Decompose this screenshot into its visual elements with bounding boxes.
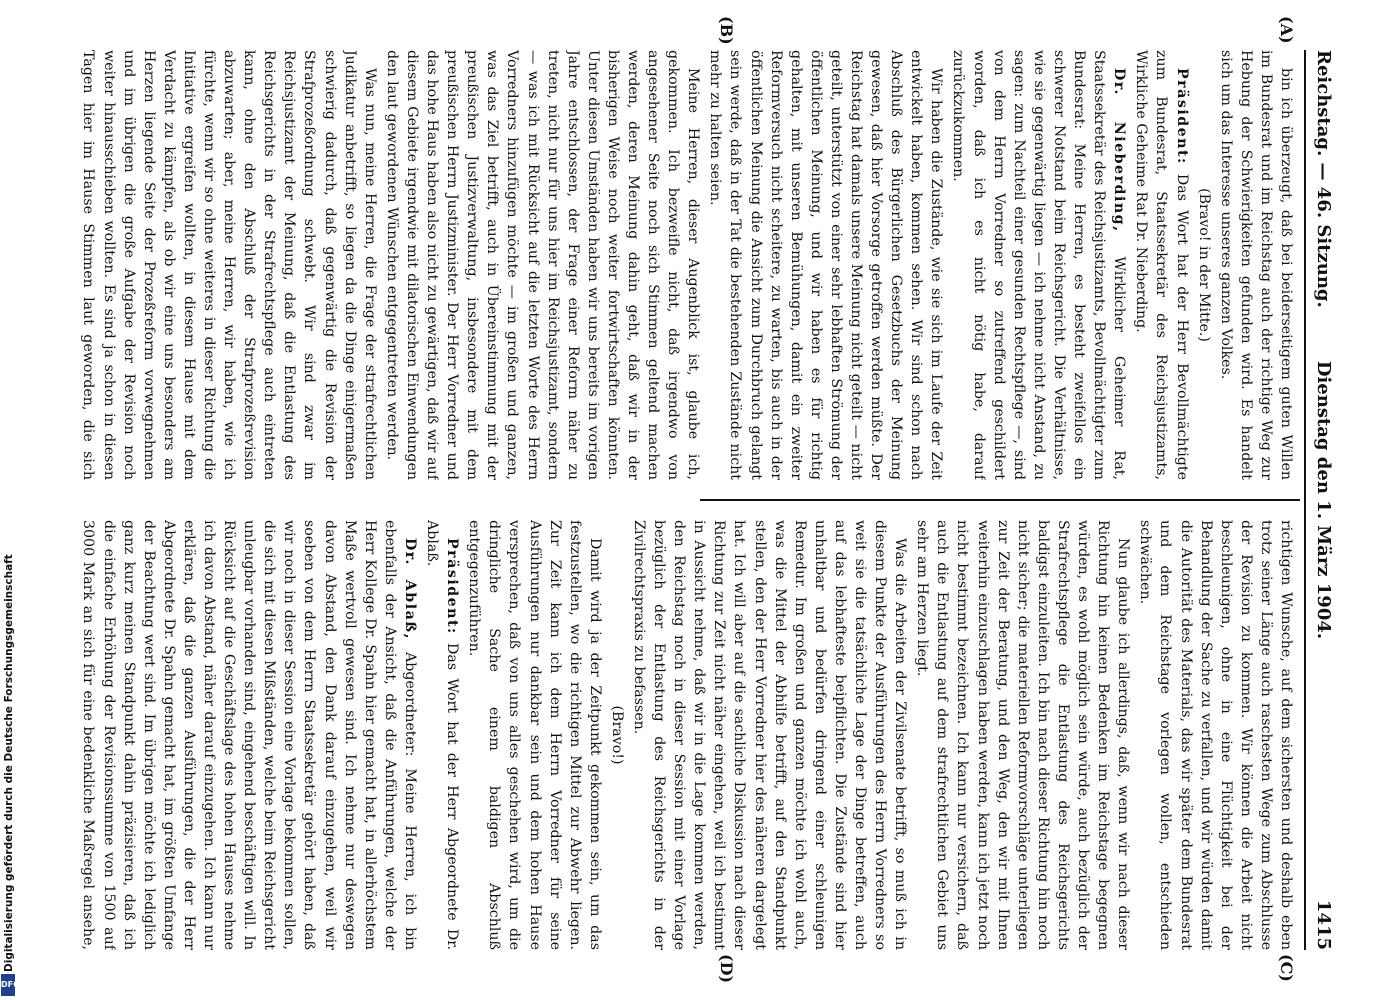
margin-mark-c: (C) — [1277, 954, 1296, 982]
credit-text: Digitalisierung gefördert durch die Deutsche Forschungsgemeinschaft — [3, 554, 15, 972]
paragraph: Meine Herren, dieser Augenblick ist, glaube ich, gekommen. Ich bezweifle nicht, daß irgendwo von angesehener Seite noch sich Stimmen geltend machen werden, deren Meinung dahin geht, daß wir in der bisherigen Weise noch weiter fortwirtschaften könnten. Unter diesen Umständen haben wir uns bereits im vorigen Jahre entschlossen, der Frage einer Reform näher zu treten, nicht nur für uns hier im Reichsjustizamt, sondern — was ich mit Rücksicht auf die letzten Worte des Herrn Vorredners hinzufügen möchte — im großen und ganzen, was das Ziel betrifft, auch in Übereinstimmung mit der preußischen Justizverwaltung, insbesondere mit dem preußischen Herrn Justizminister. Der Herr Vorredner und das hohe Haus haben also nicht zu gewärtigen, daß wir auf diesem Gebiete irgendwie mit dilatorischen Einwendungen den laut gewordenen Wünschen entgegentreten werden. — [383, 50, 702, 480]
left-column — [76, 50, 1296, 480]
speech-text: Das Wort hat der Herr Abgeordnete Dr. Ablaß. — [424, 520, 461, 950]
speech-paragraph — [948, 50, 1129, 480]
speech-text: Wirklicher Geheimer Rat, Staatssekretär des Reichsjustizamts, Bevollmächtigter zum Bundesrat: Meine Herren, es besteht zweifellos ein schwerer Notstand beim Reichsgericht. Die Verhältnisse, wie sie gegenwärtig liegen — ich nehme nicht Anstand, zu sagen: zum Nachteil einer gesunden Rechtspflege —, sind von dem Herrn Vorredner so zutreffend geschildert worden, daß ich es nicht nötig habe, darauf zurückzukommen. — [950, 50, 1128, 480]
page-number: 1415 — [1313, 899, 1334, 950]
header-sitting: Reichstag. — 46. Sitzung. — [1313, 50, 1334, 308]
header-date: Dienstag den 1. März 1904. — [1313, 360, 1334, 640]
speaker-name: Präsident: — [444, 538, 461, 635]
digitization-credit — [1, 554, 20, 998]
speaker-name: Dr. Ablaß, — [401, 538, 418, 641]
paragraph: richtigen Wunsche, auf dem sichersten und deshalb eben trotz seiner Länge auch raschesten Wege zum Abschlusse der Revision zu kommen. Wir können die Arbeit nicht beschleunigen, ohne in eine Flüchtigkeit bei der Behandlung der Sache zu verfallen, und wir würden damit die Autorität des Materials, das wir später dem Bundesrat und dem Reichstage vorlegen wollen, entschieden schwächen. — [1137, 520, 1294, 950]
applause-note: (Bravo! in der Mitte.) — [1195, 188, 1212, 342]
running-header — [1304, 50, 1336, 950]
right-column — [76, 520, 1296, 950]
speaker-name: Präsident: — [1173, 68, 1190, 165]
document-page — [71, 16, 1336, 984]
paragraph: Was nun, meine Herren, die Frage der strafrechtlichen Judikatur anbetrifft, so liegen da die Dinge einigermaßen schwierig dadurch, daß gegenwärtig die Revision der Strafprozeßordnung schwebt. Wir sind zwar im Reichsjustizamt der Meinung, daß die Entlastung des Reichsgerichts in der Strafrechtspflege auch eintreten kann, ohne den Abschluß der Strafprozeßrevision abzuwarten; aber, meine Herren, wir haben, wie ich fürchte, wenn wir so ohne weiteres in dieser Richtung die Initiative ergreifen wollten, in diesem Hause mit dem Verdacht zu kämpfen, als ob wir eine uns besonders am Herzen liegende Seite der Prozeßreform vorwegnehmen und im übrigen die große Aufgabe der Revision noch weiter hinausschieben wollten. Es sind ja schon in diesen Tagen hier im Hause Stimmen laut geworden, die sich — [80, 50, 378, 480]
paragraph: Wir haben die Zustände, wie sie sich im Laufe der Zeit entwickelt haben, kommen sehen. Wir sind schon nach Abschluß des Bürgerlichen Gesetzbuchs der Meinung gewesen, daß hier Vorsorge getroffen werden müßte. Der Reichstag hat damals unsere Meinung nicht geteilt — nicht geteilt, unterstützt von einer sehr lebhaften Strömung der öffentlichen Meinung, und wir haben es für richtig gehalten, mit unseren Bemühungen, damit ein zweiter Reformversuch nicht scheitere, zu warten, bis auch in der öffentlichen Meinung die Ansicht zum Durchbruch gelangt sein werde, daß in der Tat die bestehenden Zustände nicht mehr zu halten seien. — [707, 50, 945, 480]
paragraph: Was die Arbeiten der Zivilsenate betrifft, so muß ich in diesem Punkte der Ausführungen des Herrn Vorredners so weit sie die tatsächliche Lage der Dinge betreffen, auch auf das lebhafteste beipflichten. Die Zustände sind hier unhaltbar und bedürfen dringend einer schleunigen Remedur. Im großen und ganzen möchte ich wohl auch, was die Mittel der Abhilfe betrifft, auf den Standpunkt stellen, den der Herr Vorredner hier des näheren dargelegt hat. Ich will aber auf die sachliche Diskussion nach dieser Richtung zur Zeit nicht näher eingehen, weil ich bestimmt in Aussicht nehme, daß wir in die Lage kommen werden, den Reichstag noch in dieser Session mit einer Vorlage bezüglich der Entlastung des Reichsgerichts in der Zivilrechtspraxis zu befassen. — [631, 520, 909, 950]
speech-text: Das Wort hat der Herr Bevollmächtigte zum Bundesrat, Staatssekretär des Reichsjustizamts, Wirkliche Geheime Rat Dr. Nieberding. — [1133, 50, 1190, 480]
margin-mark-a: (A) — [1277, 16, 1296, 44]
column-divider — [700, 499, 1300, 501]
margin-mark-b: (B) — [717, 16, 736, 45]
applause-note: (Bravo!) — [608, 705, 625, 765]
paragraph: bin ich überzeugt, daß bei beiderseitigem guten Willen im Bundesrat und im Reichstag auch der richtige Weg zur Hebung der Schwierigkeiten gefunden wird. Es handelt sich um das Interesse unseres ganzen Volkes. — [1217, 50, 1294, 480]
speaker-name: Dr. Nieberding, — [1111, 68, 1128, 233]
paragraph: Nun glaube ich allerdings, daß, wenn wir nach dieser Richtung hin keinen Bedenken im Reichstage begegnen würden, es wohl möglich sein würde, auch bezüglich der Strafrechtspflege die Entlastung des Reichsgerichts baldigst einzuleiten. Ich bin nach dieser Richtung hin noch nicht sicher; die materiellen Reformvorschläge unterliegen zur Zeit der Beratung, und den Weg, den wir mit Ihnen weiterhin einzuschlagen haben werden, kann ich jetzt noch nicht bestimmt bezeichnen. Ich kann nur versichern, daß auch die Entlastung auf dem strafrechtlichen Gebiet uns sehr am Herzen liegt. — [914, 520, 1132, 950]
speech-paragraph — [76, 520, 420, 950]
speech-text: Abgeordneter: Meine Herren, ich bin ebenfalls der Ansicht, daß die Anführungen, welche der Herr Kollege Dr. Spahn hier gemacht hat, in allerhöchstem Maße wertvoll gewesen sind. Ich nehme nur deswegen davon Abstand, den Dank darauf einzugehen, weil wir soeben von dem Herrn Staatssekretär gehört haben, daß wir noch in dieser Session eine Vorlage bekommen sollen, die sich mit diesen Mißständen, welche beim Reichsgericht unleugbar vorhanden sind, eingehend beschäftigen will. In Rücksicht auf die Geschäftslage des hohen Hauses nehme ich davon Abstand, näher darauf einzugehen. Ich kann nur erklären, daß die ganzen Ausführungen, die der Herr Abgeordnete Dr. Spahn gemacht hat, im größten Umfange der Beachtung wert sind. Im übrigen möchte ich lediglich ganz kurz meinen Standpunkt dahin präzisieren, daß ich die einfache Erhöhung der Revisionssumme von 1500 auf 3000 Mark an sich für eine bedenkliche Maßregel ansehe, — [80, 520, 418, 950]
margin-mark-d: (D) — [717, 954, 736, 984]
dfg-logo: DFG — [1, 974, 15, 996]
speech-paragraph — [422, 520, 462, 950]
speech-paragraph — [1131, 50, 1191, 480]
paragraph: Damit wird ja der Zeitpunkt gekommen sein, um das festzustellen, wo die richtigen Mittel zur Abwehr liegen. Zur Zeit kann ich dem Herrn Vorredner für seine Ausführungen nur dankbar sein und dem hohen Hause versprechen, daß von uns alles geschehen wird, um die dringliche Sache einem baldigen Abschluß entgegenzuführen. — [466, 520, 603, 950]
